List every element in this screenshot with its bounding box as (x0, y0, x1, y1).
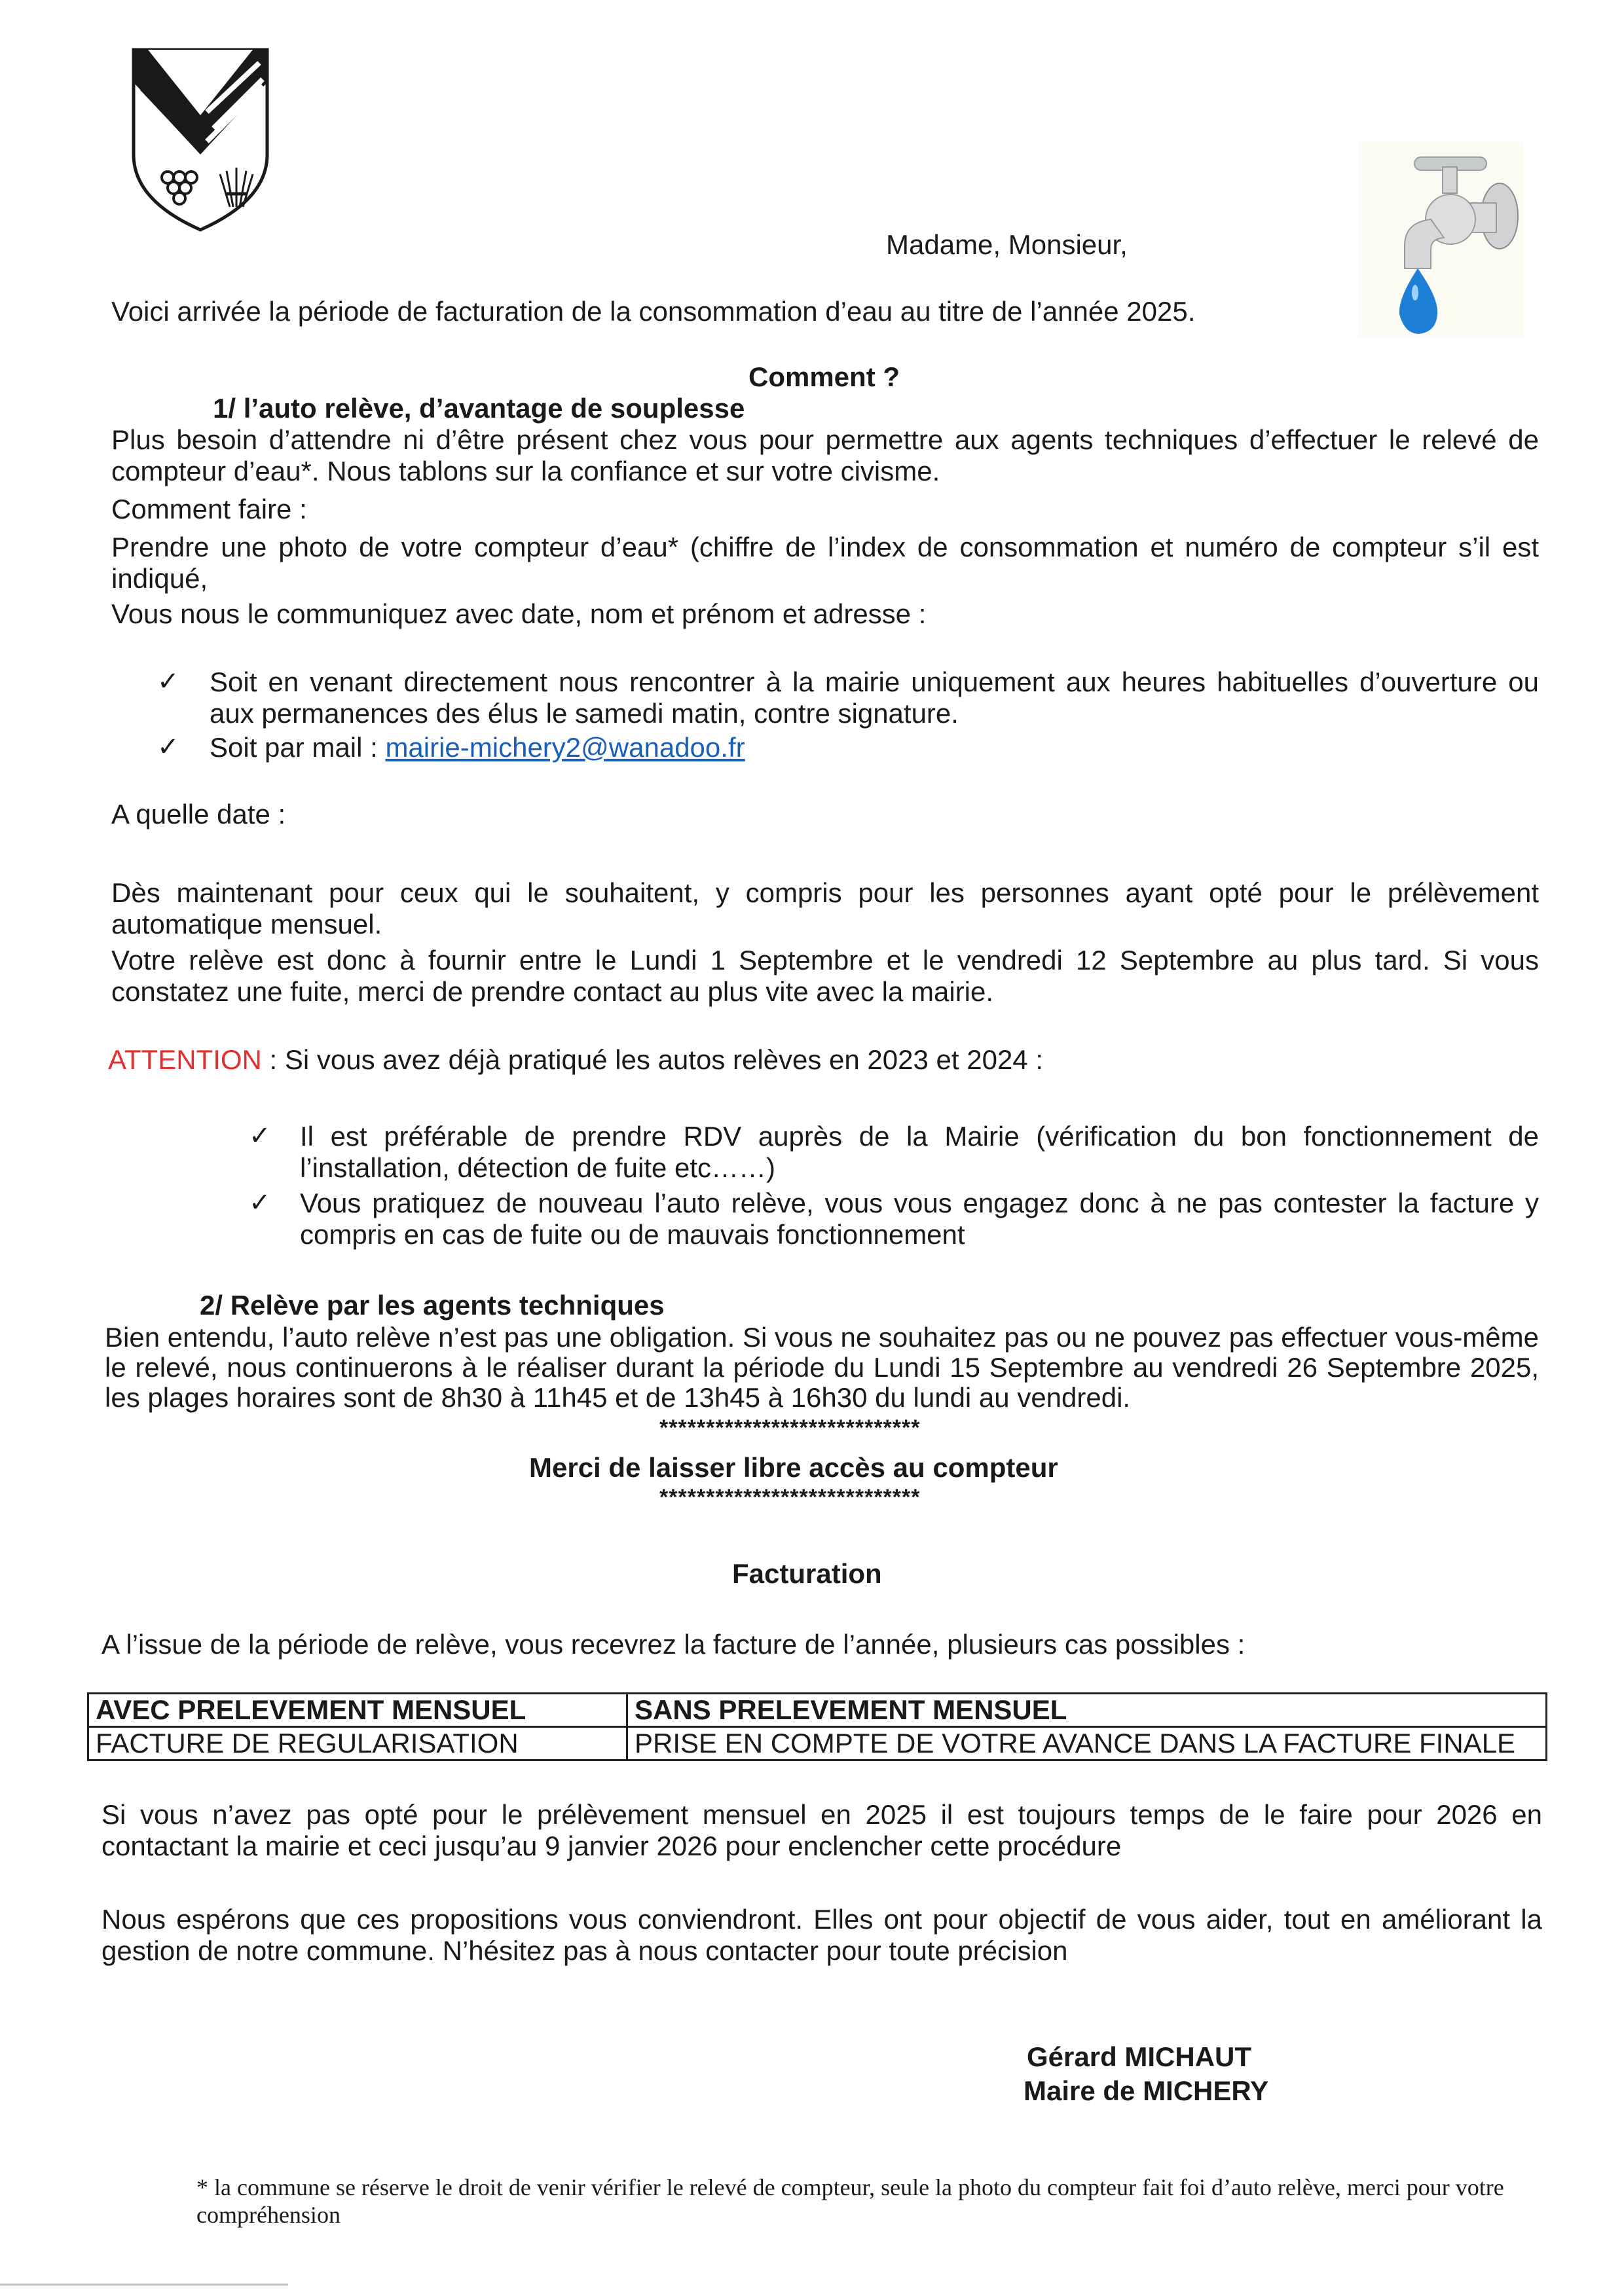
footnote: * la commune se réserve le droit de venir vérifier le relevé de compteur, seule la photo du compteur fait foi d’auto relève, merci pour votre compréhension (196, 2174, 1504, 2228)
subsection-title-auto-releve: 1/ l’auto relève, d’avantage de souplesse (213, 393, 745, 424)
attention-label: ATTENTION (108, 1044, 262, 1075)
attention-item-text: Il est préférable de prendre RDV auprès de la Mairie (vérification du bon fonctionnement de l’installation, détection de fuite etc……) (300, 1121, 1539, 1183)
intro-text: Voici arrivée la période de facturation de la consommation d’eau au titre de l’année 2025. (111, 296, 1196, 327)
signature-title: Maire de MICHERY (1024, 2075, 1269, 2106)
cell-without-monthly: PRISE EN COMPTE DE VOTRE AVANCE DANS LA FACTURE FINALE (627, 1727, 1547, 1760)
section-title-comment: Comment ? (748, 361, 900, 392)
checkmark-icon: ✓ (249, 1121, 271, 1150)
access-notice: Merci de laisser libre accès au compteur (529, 1452, 1058, 1483)
option-email (157, 732, 1539, 763)
table-row (88, 1727, 1547, 1760)
attention-item-text: Vous pratiquez de nouveau l’auto relève, vous vous engagez donc à ne pas contester la facture y compris en cas de fuite ou de mauvais fonctionnement (300, 1188, 1539, 1250)
section-title-facturation: Facturation (732, 1558, 882, 1589)
header-without-monthly: SANS PRELEVEMENT MENSUEL (627, 1694, 1547, 1727)
option-text: Soit par mail : (210, 732, 386, 763)
stars-divider-bottom: **************************** (659, 1485, 921, 1510)
attention-line (108, 1044, 1043, 1076)
paragraph-take-photo: Prendre une photo de votre compteur d’eau* (chiffre de l’index de consommation et numéro de compteur s’il est indiqué, (111, 532, 1539, 594)
attention-item (249, 1188, 1539, 1250)
paragraph-agents-reading: Bien entendu, l’auto relève n’est pas une obligation. Si vous ne souhaitez pas ou ne pouvez pas effectuer vous-même le relevé, nous continuerons à le réaliser durant la période du Lundi 15 Septembre au vendredi 26 Septembre 2025, les plages horaires sont de 8h30 à 11h45 et de 13h45 à 16h30 du lundi au vendredi. (105, 1322, 1539, 1413)
paragraph-deadline: Votre relève est donc à fournir entre le Lundi 1 Septembre et le vendredi 12 Septembre au plus tard. Si vous constatez une fuite, merci de prendre contact au plus vite avec la mairie. (111, 945, 1539, 1007)
option-text: Soit en venant directement nous rencontrer à la mairie uniquement aux heures habituelles d’ouverture ou aux permanences des élus le samedi matin, contre signature. (210, 666, 1539, 729)
email-link[interactable]: mairie-michery2@wanadoo.fr (385, 732, 745, 763)
water-tap-icon (1359, 141, 1522, 337)
stars-divider-top: **************************** (659, 1415, 921, 1440)
table-header-row (88, 1694, 1547, 1727)
paragraph-closing: Nous espérons que ces propositions vous conviendront. Elles ont pour objectif de vous aider, tout en améliorant la gestion de notre commune. N’hésitez pas à nous contacter pour toute précision (101, 1904, 1542, 1966)
subsection-title-agents: 2/ Relève par les agents techniques (200, 1290, 665, 1321)
header-with-monthly: AVEC PRELEVEMENT MENSUEL (88, 1694, 627, 1727)
facturation-intro: A l’issue de la période de relève, vous recevrez la facture de l’année, plusieurs cas possibles : (101, 1629, 1246, 1660)
attention-item (249, 1121, 1539, 1184)
coat-of-arms-icon (128, 43, 272, 233)
contact-options-list (157, 666, 1539, 763)
paragraph-opt-in-2026: Si vous n’avez pas opté pour le prélèvement mensuel en 2025 il est toujours temps de le faire pour 2026 en contactant la mairie et ceci jusqu’au 9 janvier 2026 pour enclencher cette procédure (101, 1799, 1542, 1861)
option-visit-mairie (157, 666, 1539, 729)
scan-artifact-line (0, 2284, 288, 2286)
checkmark-icon: ✓ (249, 1188, 271, 1217)
how-to-label: Comment faire : (111, 494, 307, 524)
signature-name: Gérard MICHAUT (1027, 2041, 1252, 2072)
attention-list (249, 1121, 1539, 1250)
paragraph-no-need-to-wait: Plus besoin d’attendre ni d’être présent chez vous pour permettre aux agents techniques d’effectuer le relevé de compteur d’eau*. Nous tablons sur la confiance et sur votre civisme. (111, 424, 1539, 486)
attention-text: : Si vous avez déjà pratiqué les autos relèves en 2023 et 2024 : (261, 1044, 1043, 1075)
when-label: A quelle date : (111, 799, 286, 829)
cell-with-monthly: FACTURE DE REGULARISATION (88, 1727, 627, 1760)
billing-cases-table (87, 1692, 1547, 1761)
paragraph-from-now: Dès maintenant pour ceux qui le souhaitent, y compris pour les personnes ayant opté pour le prélèvement automatique mensuel. (111, 877, 1539, 939)
paragraph-communicate: Vous nous le communiquez avec date, nom et prénom et adresse : (111, 598, 927, 629)
checkmark-icon: ✓ (157, 667, 179, 696)
checkmark-icon: ✓ (157, 733, 179, 761)
salutation: Madame, Monsieur, (886, 229, 1128, 260)
